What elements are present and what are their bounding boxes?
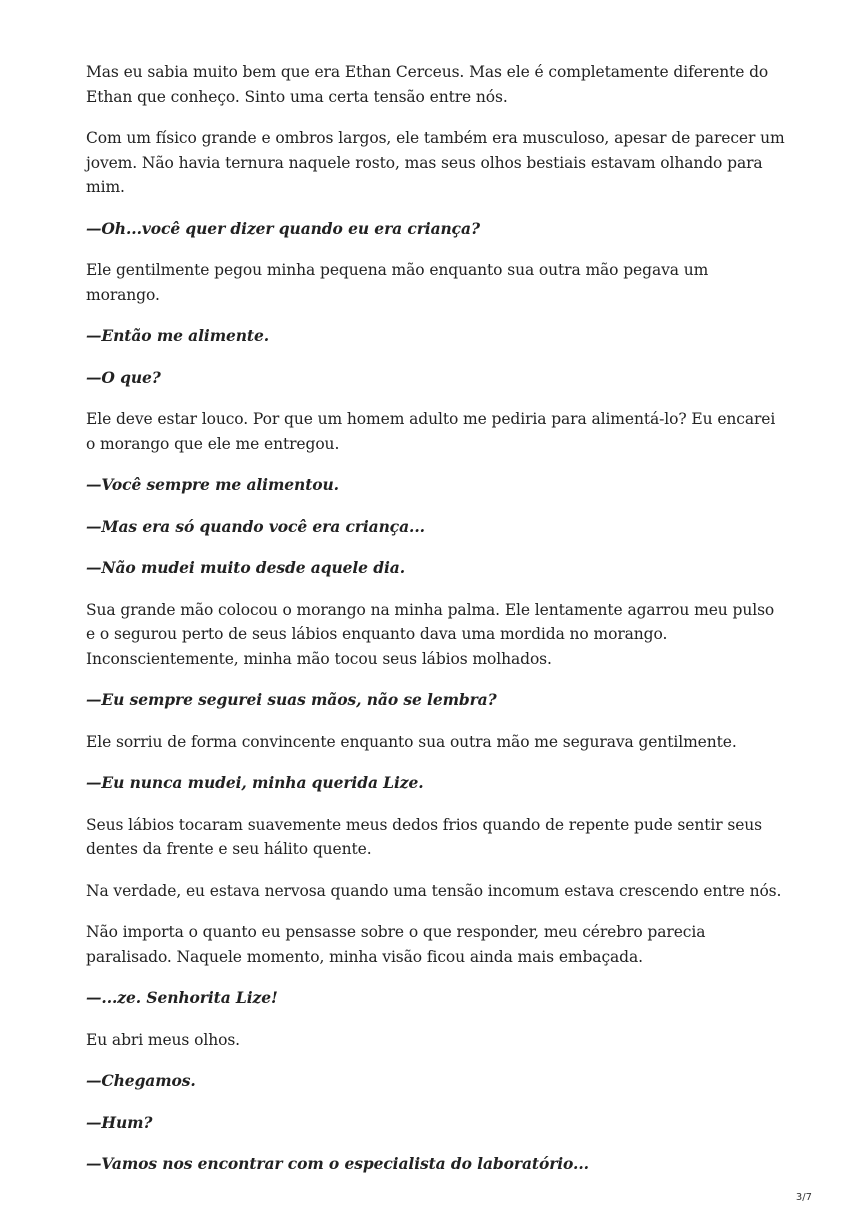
paragraph: Ele sorriu de forma convincente enquanto sua outra mão me segurava gentilmente.	[86, 732, 737, 751]
paragraph: Não importa o quanto eu pensasse sobre o que responder, meu cérebro parecia paralisado. Naquele momento, minha visão ficou ainda mais embaçada.	[86, 923, 706, 966]
dialog-line: —Não mudei muito desde aquele dia.	[86, 558, 405, 577]
page-number: 3/7	[795, 1192, 812, 1203]
dialog-line: —Você sempre me alimentou.	[86, 475, 339, 494]
dialog-line: —...ze. Senhorita Lize!	[86, 988, 278, 1007]
paragraph: Eu abri meus olhos.	[86, 1030, 241, 1049]
dialog-line: —Oh...você quer dizer quando eu era criança?	[86, 218, 480, 238]
paragraph: Mas eu sabia muito bem que era Ethan Cerceus. Mas ele é completamente diferente do Ethan que conheço. Sinto uma certa tensão entre nós.	[86, 63, 769, 106]
paragraph: Ele deve estar louco. Por que um homem adulto me pediria para alimentá-lo? Eu encarei o morango que ele me entregou.	[86, 410, 776, 453]
dialog-line: —Hum?	[86, 1112, 153, 1132]
dialog-line: —Mas era só quando você era criança...	[86, 516, 425, 536]
document-page	[86, 60, 786, 1194]
dialog-line: —Vamos nos encontrar com o especialista do laboratório...	[86, 1154, 589, 1173]
paragraph: Na verdade, eu estava nervosa quando uma tensão incomum estava crescendo entre nós.	[86, 881, 782, 900]
paragraph: Seus lábios tocaram suavemente meus dedos frios quando de repente pude sentir seus dentes da frente e seu hálito quente.	[86, 815, 763, 858]
paragraph: Ele gentilmente pegou minha pequena mão enquanto sua outra mão pegava um morango.	[86, 261, 709, 304]
paragraph: Sua grande mão colocou o morango na minha palma. Ele lentamente agarrou meu pulso e o segurou perto de seus lábios enquanto dava uma mordida no morango. Inconscientemente, minha mão tocou seus lábios molhados.	[86, 600, 775, 668]
paragraph: Com um físico grande e ombros largos, ele também era musculoso, apesar de parecer um jovem. Não havia ternura naquele rosto, mas seus olhos bestiais estavam olhando para mim.	[86, 129, 785, 196]
dialog-line: —Eu nunca mudei, minha querida Lize.	[86, 773, 424, 792]
dialog-line: —Então me alimente.	[86, 326, 270, 345]
dialog-line: —Chegamos.	[86, 1071, 196, 1090]
dialog-line: —O que?	[86, 367, 161, 387]
dialog-line: —Eu sempre segurei suas mãos, não se lembra?	[86, 690, 497, 709]
